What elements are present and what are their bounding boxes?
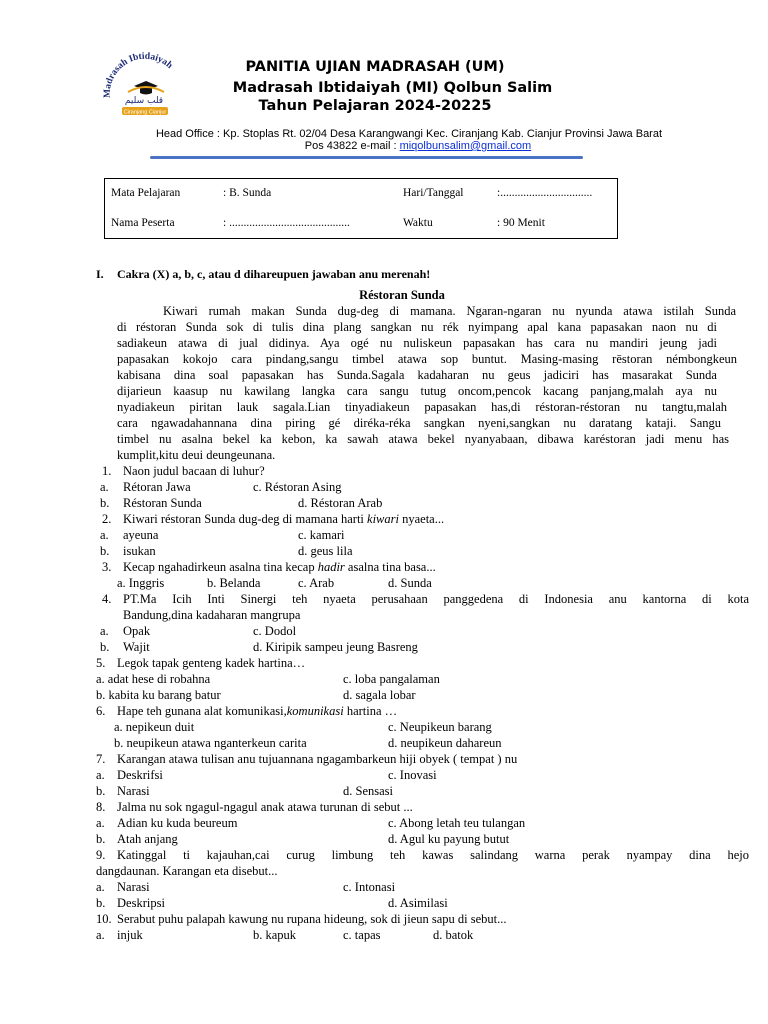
q7-option-d[interactable]: d. Sensasi [343,784,393,798]
name-value[interactable]: : .......................................... [223,217,350,229]
q5-number: 5. [96,656,106,670]
q5-option-b[interactable]: b. kabita ku barang batur [96,688,221,702]
section-instruction: Cakra (X) a, b, c, atau d dihareupuen jawaban anu merenah! [117,267,431,281]
q9-text-cont: dangdaunan. Karangan eta disebut... [96,864,278,878]
header-divider [150,156,583,159]
reading-line: kumplit,kitu deui deungeunana. [117,448,276,462]
q6-option-b[interactable]: b. neupikeun atawa nganterkeun carita [114,736,307,750]
q10-option-b[interactable]: b. kapuk [253,928,297,942]
q2-keyword: kiwari [367,512,399,526]
q8-number: 8. [96,800,106,814]
reading-title: Réstoran Sunda [359,288,445,302]
q8-option-b[interactable]: Atah anjang [117,832,178,846]
q1-option-d[interactable]: d. Réstoran Arab [298,496,383,510]
q5-option-a[interactable]: a. adat hese di robahna [96,672,211,686]
name-label: Nama Peserta [111,217,175,229]
q9-letter-b: b. [96,896,106,910]
q2-option-c[interactable]: c. kamari [298,528,345,542]
q6-keyword: komunikasi [286,704,344,718]
q7-option-c[interactable]: c. Inovasi [388,768,437,782]
q5-text: Legok tapak genteng kadek hartina… [117,656,306,670]
office-address: Head Office : Kp. Stoplas Rt. 02/04 Desa Karangwangi Kec. Ciranjang Kab. Cianjur Provinsi Jawa Barat [155,128,663,140]
logo-caption: Ciranjang Cianjur [123,109,167,116]
q3-keyword: hadir [317,560,345,574]
time-label: Waktu [403,217,433,229]
q6-number: 6. [96,704,106,718]
q2-letter-a: a. [100,528,109,542]
reading-line: cara ngawadahannana dina piring gé diréka-réka sangkan nyeni,sangkan nu daratang kataji. Sangu [117,416,721,430]
q8-text: Jalma nu sok ngagul-ngagul anak atawa turunan di sebut ... [117,800,413,814]
q1-option-a[interactable]: Rétoran Jawa [123,480,191,494]
q1-option-b[interactable]: Réstoran Sunda [123,496,202,510]
school-name: Madrasah Ibtidaiyah (MI) Qolbun Salim [232,80,553,96]
q6-option-d[interactable]: d. neupikeun dahareun [388,736,502,750]
date-value[interactable]: :................................ [497,187,593,199]
q3-option-a[interactable]: a. Inggris [117,576,165,590]
q10-option-d[interactable]: d. batok [433,928,474,942]
q10-letter-a: a. [96,928,105,942]
q9-option-c[interactable]: c. Intonasi [343,880,396,894]
q3-option-c[interactable]: c. Arab [298,576,335,590]
q5-option-c[interactable]: c. loba pangalaman [343,672,440,686]
q2-letter-b: b. [100,544,110,558]
q4-letter-b: b. [100,640,110,654]
q9-option-b[interactable]: Deskripsi [117,896,165,910]
q1-letter-b: b. [100,496,110,510]
reading-line: Kiwari rumah makan Sunda dug-deg di mamana. Ngaran-ngaran nu nyunda atawa istilah Sunda [163,304,736,318]
q10-option-c[interactable]: c. tapas [343,928,381,942]
q1-option-c[interactable]: c. Réstoran Asing [253,480,342,494]
q1-text: Naon judul bacaan di luhur? [123,464,265,478]
q10-number: 10. [96,912,112,926]
reading-line: timbel nu asalna bekel ka kebon, ka sawah atawa bekel nyanyabaan, dibawa karéstoran jadi menu has [117,432,729,446]
q4-number: 4. [102,592,112,606]
logo-arc-text: Madrasah Ibtidaiyah [102,52,175,99]
q2-number: 2. [102,512,112,526]
q6-text: Hape teh gunana alat komunikasi,komunikasi hartina … [117,704,398,718]
q9-letter-a: a. [96,880,105,894]
q8-option-d[interactable]: d. Agul ku payung butut [388,832,510,846]
q8-letter-a: a. [96,816,105,830]
reading-line: nyadiakeun piritan lauk sagala.Lian tinyadiakeun papasakan has,di réstoran-réstoran nu tangtu,malah [117,400,727,414]
time-value: : 90 Menit [497,217,545,229]
q7-text: Karangan atawa tulisan anu tujuannana ngagambarkeun hiji obyek ( tempat ) nu [117,752,518,766]
q2-option-b[interactable]: isukan [123,544,156,558]
q9-option-a[interactable]: Narasi [117,880,150,894]
q9-text: Katinggal ti kajauhan,cai curug limbung teh kawas salindang warna perak nyampay dina hejo [117,848,749,862]
q1-letter-a: a. [100,480,109,494]
committee-title: PANITIA UJIAN MADRASAH (UM) [245,59,505,75]
q3-option-d[interactable]: d. Sunda [388,576,432,590]
q4-letter-a: a. [100,624,109,638]
q9-option-d[interactable]: d. Asimilasi [388,896,448,910]
academic-year: Tahun Pelajaran 2024-20225 [258,98,492,114]
q1-number: 1. [102,464,112,478]
q7-letter-b: b. [96,784,106,798]
q7-letter-a: a. [96,768,105,782]
q4-option-b[interactable]: Wajit [123,640,150,654]
q7-number: 7. [96,752,106,766]
q4-text: PT.Ma Icih Inti Sinergi teh nyaeta perusahaan panggedena di Indonesia anu kantorna di kota [123,592,749,606]
q3-number: 3. [102,560,112,574]
reading-line: dijarieun kaasup nu kawilang langka cara sangu tutug oncom,pencok kacang panjang,malah aya nu [117,384,717,398]
subject-value: : B. Sunda [223,187,272,199]
subject-label: Mata Pelajaran [111,187,181,199]
q7-option-b[interactable]: Narasi [117,784,150,798]
q2-option-a[interactable]: ayeuna [123,528,159,542]
q9-number: 9. [96,848,106,862]
office-contact [0,140,768,152]
q6-option-c[interactable]: c. Neupikeun barang [388,720,492,734]
section-number: I. [96,267,104,281]
reading-line: kabisana dina soal papasakan has Sunda.Sagala kadaharan nu geus jadiciri has masarakat Sunda [117,368,717,382]
q4-option-a[interactable]: Opak [123,624,151,638]
q4-text-cont: Bandung,dina kadaharan mangrupa [123,608,301,622]
reading-line: sadiakeun atawa di jual didinya. Aya ogé nu nuliskeun papasakan has cara nu mandiri jeung jadi [117,336,717,350]
q3-text: Kecap ngahadirkeun asalna tina kecap hadir asalna tina basa... [123,560,436,574]
q4-option-d[interactable]: d. Kiripik sampeu jeung Basreng [253,640,418,654]
reading-line: papasakan kokojo cara pindang,sangu timbel atawa sop buntut. Masing-masing rēstoran némbongkeun [117,352,737,366]
office-postal: Pos 43822 e-mail : [304,140,400,152]
q8-option-c[interactable]: c. Abong letah teu tulangan [388,816,526,830]
q5-option-d[interactable]: d. sagala lobar [343,688,416,702]
q7-option-a[interactable]: Deskrifsi [117,768,163,782]
q8-letter-b: b. [96,832,106,846]
q4-option-c[interactable]: c. Dodol [253,624,297,638]
q2-text: Kiwari réstoran Sunda dug-deg di mamana harti kiwari nyaeta... [123,512,445,526]
student-info-box [104,178,618,239]
q8-option-a[interactable]: Adian ku kuda beureum [117,816,238,830]
q10-option-a[interactable]: injuk [117,928,143,942]
q3-option-b[interactable]: b. Belanda [207,576,261,590]
date-label: Hari/Tanggal [403,187,464,199]
logo-arabic: قلب سليم [124,96,164,106]
email-link[interactable]: miqolbunsalim@gmail.com [399,140,532,152]
q2-option-d[interactable]: d. geus lila [298,544,353,558]
reading-line: di réstoran Sunda sok di tulis dina plang sangkan nu rék nyimpang apal kana papasakan naon nu di [117,320,717,334]
q6-option-a[interactable]: a. nepikeun duit [114,720,195,734]
q10-text: Serabut puhu palapah kawung nu rupana hideung, sok di jieun sapu di sebut... [117,912,507,926]
